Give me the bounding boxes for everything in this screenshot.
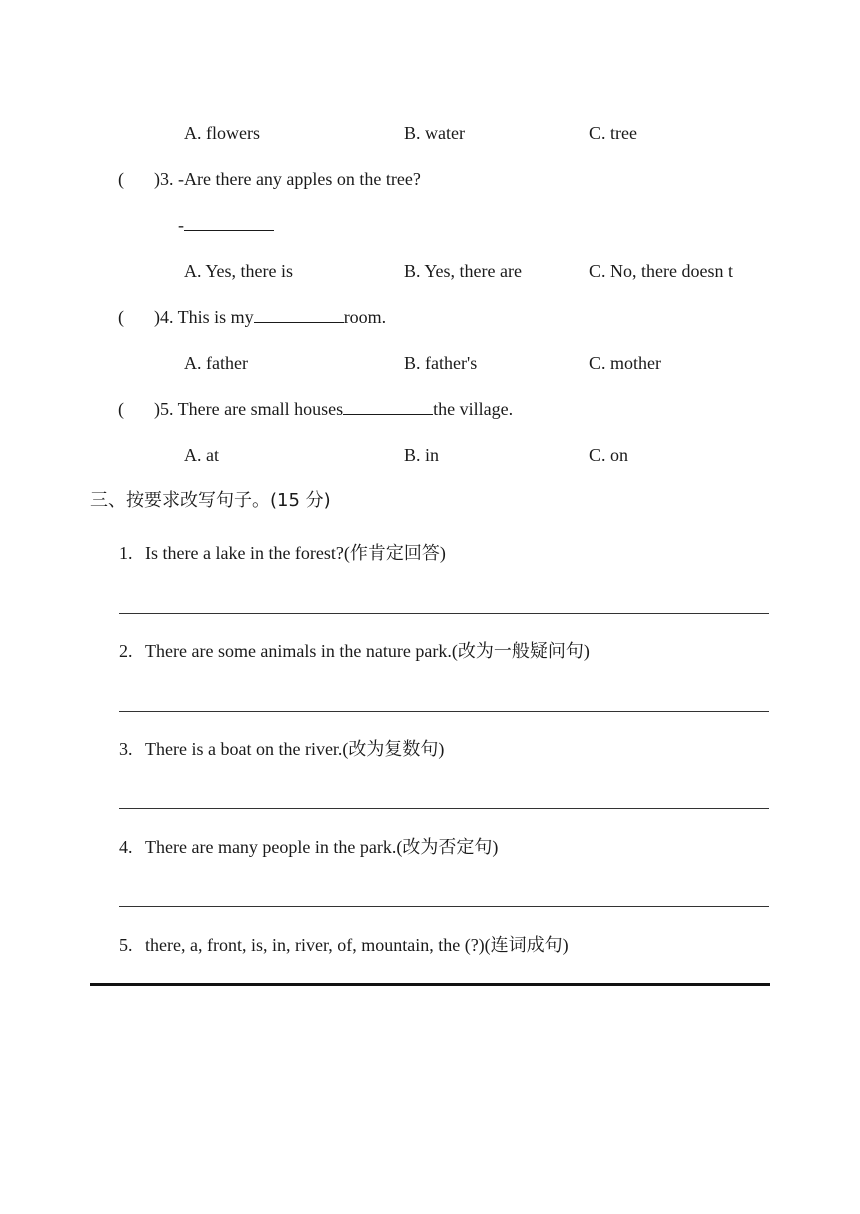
rewrite-item-5	[119, 934, 569, 956]
q5-option-c: C. on	[589, 445, 629, 465]
q3-open-paren: (	[118, 169, 124, 189]
rewrite-item-1-text: Is there a lake in the forest?(作肯定回答)	[145, 543, 446, 563]
q5-text-before: )5. There are small houses	[154, 399, 344, 419]
rewrite-item-5-number: 5.	[119, 935, 133, 955]
rewrite-answer-line-2[interactable]	[119, 711, 769, 712]
q5-text-after: the village.	[433, 399, 514, 419]
rewrite-item-3-number: 3.	[119, 739, 133, 759]
q4-question	[118, 306, 386, 328]
rewrite-answer-line-3[interactable]	[119, 808, 769, 809]
q2-option-a: A. flowers	[184, 123, 260, 143]
q5-option-b: B. in	[404, 445, 440, 465]
page-bottom-rule	[90, 983, 770, 986]
q4-option-c: C. mother	[589, 353, 661, 373]
q5-open-paren: (	[118, 399, 124, 419]
q3-response	[178, 214, 274, 236]
q3-option-a: A. Yes, there is	[184, 261, 294, 281]
q4-text-after: room.	[343, 307, 387, 327]
rewrite-item-4	[119, 836, 498, 858]
rewrite-item-2-text: There are some animals in the nature park.(改为一般疑问句)	[145, 641, 590, 661]
rewrite-item-1	[119, 542, 446, 564]
rewrite-item-1-number: 1.	[119, 543, 133, 563]
q4-open-paren: (	[118, 307, 124, 327]
q3-text: )3. -Are there any apples on the tree?	[154, 169, 421, 189]
q3-option-c: C. No, there doesn t	[589, 261, 733, 281]
section3-heading: 三、按要求改写句子。(15 分)	[90, 490, 331, 511]
rewrite-item-4-number: 4.	[119, 837, 133, 857]
rewrite-answer-line-1[interactable]	[119, 613, 769, 614]
q4-text-before: )4. This is my	[154, 307, 254, 327]
q3-question	[118, 168, 421, 190]
rewrite-item-5-text: there, a, front, is, in, river, of, mountain, the (?)(连词成句)	[145, 935, 569, 955]
q3-dash: -	[178, 215, 184, 235]
rewrite-item-2-number: 2.	[119, 641, 133, 661]
q3-response-blank[interactable]	[184, 214, 274, 231]
q5-fill-blank[interactable]	[343, 398, 433, 415]
rewrite-item-3-text: There is a boat on the river.(改为复数句)	[145, 739, 445, 759]
q4-option-b: B. father's	[404, 353, 478, 373]
q5-option-a: A. at	[184, 445, 219, 465]
rewrite-item-4-text: There are many people in the park.(改为否定句)	[145, 837, 499, 857]
q4-fill-blank[interactable]	[254, 306, 344, 323]
q2-option-c: C. tree	[589, 123, 637, 143]
q3-option-b: B. Yes, there are	[404, 261, 522, 281]
rewrite-item-3	[119, 738, 444, 760]
q5-question	[118, 398, 513, 420]
rewrite-item-2	[119, 640, 590, 662]
q2-option-b: B. water	[404, 123, 465, 143]
rewrite-answer-line-4[interactable]	[119, 906, 769, 907]
q4-option-a: A. father	[184, 353, 248, 373]
